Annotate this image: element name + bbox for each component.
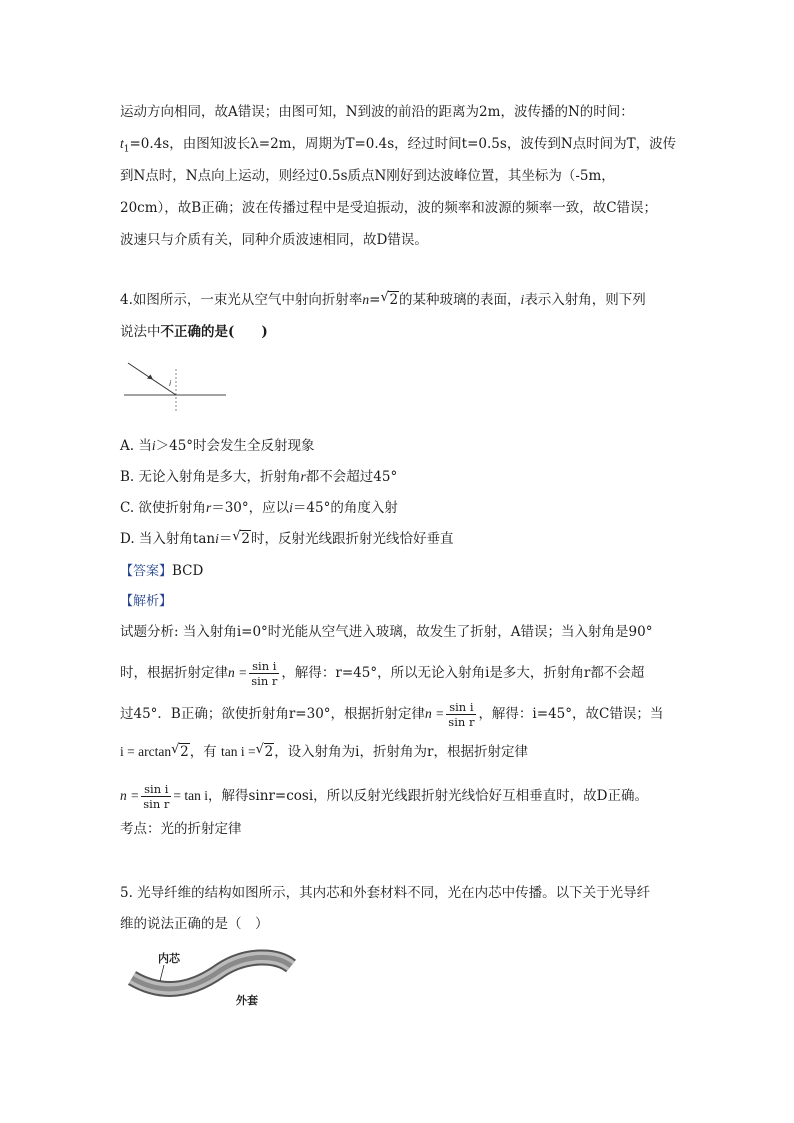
analysis-tag-line	[120, 591, 680, 612]
label-core: 内芯	[158, 952, 180, 965]
analysis-line-2: 时，根据折射定律n = $\frac{\text{sin i}}{\text{sin r}}$ ，解得：r=45°，所以无论入射角i是多大，折射角r都不会超	[120, 659, 645, 688]
kaodian-line: 考点：光的折射定律	[120, 821, 242, 837]
q4-stem-line-2: 说法中不正确的是( )	[120, 324, 268, 340]
refraction-figure	[120, 355, 232, 415]
analysis-tag: 【解析】	[120, 594, 173, 609]
q5-stem-line-2: 维的说法正确的是（ ）	[120, 916, 269, 932]
optical-fiber-figure	[126, 948, 301, 1010]
analysis-line-1: 试题分析: 当入射角i=0°时光能从空气进入玻璃，故发生了折射，A错误；当入射角是90°	[120, 624, 653, 640]
option-c: C. 欲使折射角r＝30°，应以i＝45°的角度入射	[120, 500, 398, 516]
prev-line-2: $t_1=0.4s$，由图知波长λ=2m，周期为T=0.4s，经过时间t=0.5s，波传到N点时间为T，波传	[120, 136, 677, 155]
analysis-line-3: 过45°．B正确；欲使折射角r=30°，根据折射定律n = $\frac{\text{sin i}}{\text{sin r}}$ ，解得：i=45°，故C错误；当	[120, 700, 664, 729]
prev-line-3: 到N点时，N点向上运动，则经过0.5s质点N刚好到达波峰位置，其坐标为（-5m，	[120, 168, 615, 184]
option-d: D. 当入射角tani＝√ 2时，反射光线跟折射光线恰好垂直	[120, 529, 680, 549]
analysis-line-5: n = $\frac{\text{sin i}}{\text{sin r}}$ = tan i，解得sinr=cosi，所以反射光线跟折射光线恰好互相垂直时，故D正确。	[120, 782, 648, 811]
q5-stem-line-1: 5. 光导纤维的结构如图所示，其内芯和外套材料不同，光在内芯中传播。以下关于光导纤	[120, 885, 651, 901]
answer-value: BCD	[172, 563, 204, 579]
option-b: B. 无论入射角是多大，折射角r都不会超过45°	[120, 469, 398, 485]
analysis-line-4: i = arctan√ 2，有 tan i =√ 2，设入射角为i，折射角为r，根据折射定律	[120, 742, 680, 762]
prev-line-5: 波速只与介质有关，同种介质波速相同，故D错误。	[120, 232, 428, 248]
answer-tag: 【答案】	[120, 564, 173, 579]
option-a: A. 当i＞45°时会发生全反射现象	[120, 438, 315, 454]
ray-arrow	[147, 375, 153, 380]
q4-stem-line-1: 4.如图所示，一束光从空气中射向折射率n=√ 2的某种玻璃的表面，i表示入射角，则下列	[120, 290, 680, 310]
angle-label: i	[169, 379, 172, 388]
prev-line-4: 20cm），故B正确；波在传播过程中是受迫振动，波的频率和波源的频率一致，故C错误；	[120, 200, 658, 216]
prev-line-1: 运动方向相同，故A错误；由图可知，N到波的前沿的距离为2m，波传播的N的时间：	[120, 104, 634, 120]
answer-line	[120, 561, 680, 582]
label-sheath: 外套	[236, 994, 258, 1007]
